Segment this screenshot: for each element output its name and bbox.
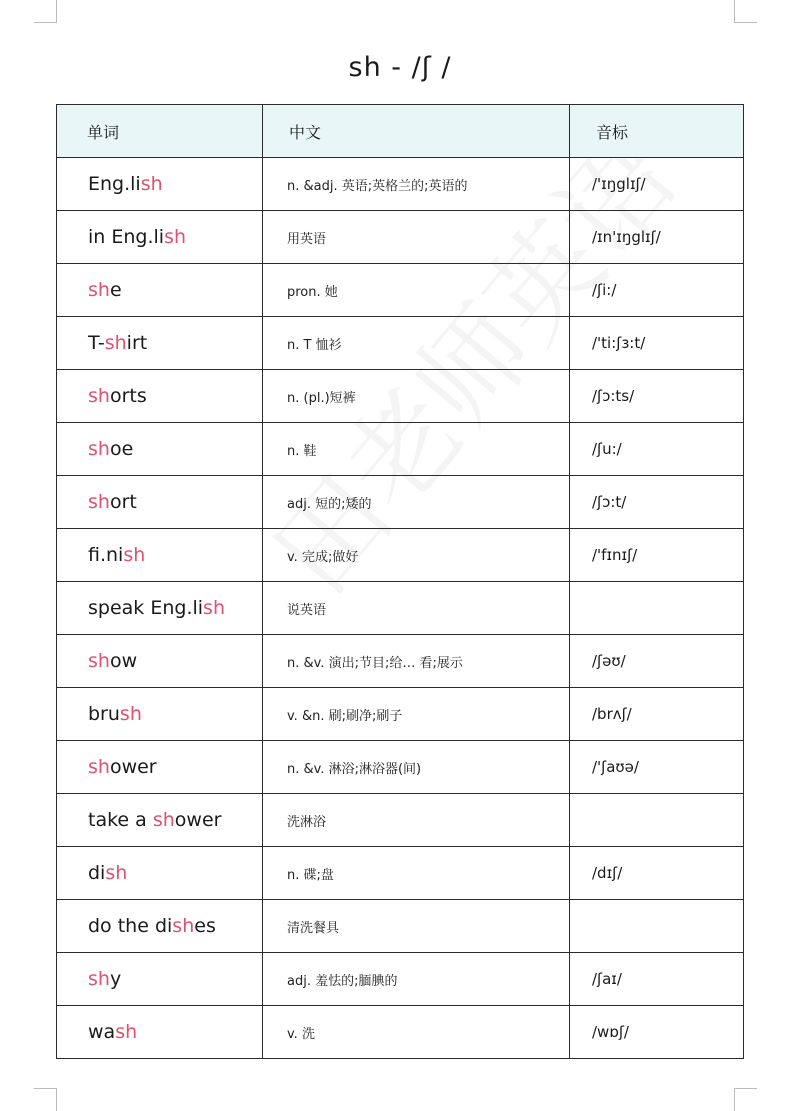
chinese-cell: adj. 短的;矮的 bbox=[263, 476, 570, 529]
chinese-cell: n. &adj. 英语;英格兰的;英语的 bbox=[263, 158, 570, 211]
word-cell bbox=[57, 741, 263, 794]
phonetic-cell: /ʃi:/ bbox=[570, 264, 744, 317]
word-cell bbox=[57, 476, 263, 529]
phonetic-cell bbox=[570, 900, 744, 953]
phonetic-cell: /'ʃaʊə/ bbox=[570, 741, 744, 794]
word-segment: bru bbox=[88, 703, 120, 725]
header-word: 单词 bbox=[57, 105, 263, 158]
phonetic-cell: /ʃəʊ/ bbox=[570, 635, 744, 688]
word-segment: ow bbox=[109, 650, 138, 672]
chinese-cell: 说英语 bbox=[263, 582, 570, 635]
word-highlight: sh bbox=[88, 756, 110, 778]
word-highlight: sh bbox=[203, 597, 225, 619]
table-row bbox=[57, 741, 744, 794]
table-row bbox=[57, 1006, 744, 1059]
word-cell bbox=[57, 529, 263, 582]
chinese-cell: v. 洗 bbox=[263, 1006, 570, 1059]
word-highlight: sh bbox=[88, 279, 110, 301]
table-row bbox=[57, 953, 744, 1006]
chinese-cell: n. (pl.)短裤 bbox=[263, 370, 570, 423]
word-segment: y bbox=[109, 968, 122, 990]
word-cell bbox=[57, 423, 263, 476]
phonetic-cell bbox=[570, 582, 744, 635]
word-highlight: sh bbox=[88, 491, 110, 513]
word-highlight: sh bbox=[88, 385, 110, 407]
word-highlight: sh bbox=[123, 544, 146, 566]
page-title: sh - /ʃ / bbox=[348, 52, 452, 83]
chinese-cell: adj. 羞怯的;腼腆的 bbox=[263, 953, 570, 1006]
crop-mark-top-right bbox=[734, 0, 757, 23]
word-segment: oe bbox=[109, 438, 134, 460]
phonetic-cell: /ʃaɪ/ bbox=[570, 953, 744, 1006]
word-segment: T- bbox=[88, 332, 105, 354]
word-highlight: sh bbox=[140, 173, 163, 195]
header-phonetic: 音标 bbox=[570, 105, 744, 158]
word-segment: take a bbox=[88, 809, 153, 831]
word-segment: es bbox=[194, 915, 216, 937]
word-segment: speak Eng.li bbox=[88, 597, 204, 619]
word-segment: ower bbox=[109, 756, 157, 778]
table-header-row bbox=[57, 105, 744, 158]
chinese-cell: n. &v. 淋浴;淋浴器(间) bbox=[263, 741, 570, 794]
table-row bbox=[57, 635, 744, 688]
phonetic-cell: /ʃɔ:ts/ bbox=[570, 370, 744, 423]
chinese-cell: v. &n. 刷;刷净;刷子 bbox=[263, 688, 570, 741]
crop-mark-top-left bbox=[34, 0, 57, 23]
word-cell bbox=[57, 953, 263, 1006]
word-highlight: sh bbox=[172, 915, 195, 937]
word-highlight: sh bbox=[88, 438, 110, 460]
word-cell bbox=[57, 688, 263, 741]
phonetic-cell: /'ɪŋglɪʃ/ bbox=[570, 158, 744, 211]
word-highlight: sh bbox=[105, 862, 128, 884]
word-cell bbox=[57, 1006, 263, 1059]
word-cell bbox=[57, 370, 263, 423]
word-segment: ower bbox=[174, 809, 222, 831]
word-highlight: sh bbox=[104, 332, 127, 354]
table-row bbox=[57, 264, 744, 317]
word-cell bbox=[57, 900, 263, 953]
word-highlight: sh bbox=[152, 809, 175, 831]
word-highlight: sh bbox=[115, 1021, 138, 1043]
table-row bbox=[57, 158, 744, 211]
table-row bbox=[57, 582, 744, 635]
crop-mark-bottom-left bbox=[34, 1088, 57, 1111]
word-cell bbox=[57, 794, 263, 847]
chinese-cell: n. &v. 演出;节目;给… 看;展示 bbox=[263, 635, 570, 688]
word-cell bbox=[57, 264, 263, 317]
word-segment: in Eng.li bbox=[88, 226, 165, 248]
word-cell bbox=[57, 317, 263, 370]
phonetic-cell: /'fɪnɪʃ/ bbox=[570, 529, 744, 582]
word-highlight: sh bbox=[164, 226, 187, 248]
word-cell bbox=[57, 211, 263, 264]
table-row bbox=[57, 900, 744, 953]
word-segment: wa bbox=[88, 1021, 116, 1043]
chinese-cell: 用英语 bbox=[263, 211, 570, 264]
phonetic-cell: /brʌʃ/ bbox=[570, 688, 744, 741]
chinese-cell: 洗淋浴 bbox=[263, 794, 570, 847]
phonetic-cell: /ʃɔ:t/ bbox=[570, 476, 744, 529]
header-chinese: 中文 bbox=[263, 105, 570, 158]
word-highlight: sh bbox=[88, 968, 110, 990]
table-row bbox=[57, 211, 744, 264]
table-row bbox=[57, 688, 744, 741]
word-highlight: sh bbox=[88, 650, 110, 672]
crop-mark-bottom-right bbox=[734, 1088, 757, 1111]
chinese-cell: n. 鞋 bbox=[263, 423, 570, 476]
table-row bbox=[57, 423, 744, 476]
chinese-cell: pron. 她 bbox=[263, 264, 570, 317]
phonetic-cell: /ɪn'ɪŋglɪʃ/ bbox=[570, 211, 744, 264]
word-cell bbox=[57, 582, 263, 635]
phonetic-cell: /dɪʃ/ bbox=[570, 847, 744, 900]
table-row bbox=[57, 529, 744, 582]
word-segment: di bbox=[88, 862, 106, 884]
phonetic-cell: /wɒʃ/ bbox=[570, 1006, 744, 1059]
table-row bbox=[57, 476, 744, 529]
word-cell bbox=[57, 158, 263, 211]
word-cell bbox=[57, 635, 263, 688]
word-segment: do the di bbox=[88, 915, 173, 937]
word-segment: e bbox=[109, 279, 122, 301]
phonetic-cell: /ʃu:/ bbox=[570, 423, 744, 476]
chinese-cell: 清洗餐具 bbox=[263, 900, 570, 953]
word-cell bbox=[57, 847, 263, 900]
vocabulary-table bbox=[56, 104, 744, 1059]
word-highlight: sh bbox=[119, 703, 142, 725]
chinese-cell: v. 完成;做好 bbox=[263, 529, 570, 582]
table-row bbox=[57, 370, 744, 423]
table-row bbox=[57, 794, 744, 847]
phonetic-cell bbox=[570, 794, 744, 847]
table-row bbox=[57, 317, 744, 370]
chinese-cell: n. T 恤衫 bbox=[263, 317, 570, 370]
table-row bbox=[57, 847, 744, 900]
word-segment: orts bbox=[109, 385, 147, 407]
word-segment: fi.ni bbox=[88, 544, 124, 566]
word-segment: ort bbox=[109, 491, 137, 513]
word-segment: Eng.li bbox=[88, 173, 141, 195]
word-segment: irt bbox=[126, 332, 148, 354]
chinese-cell: n. 碟;盘 bbox=[263, 847, 570, 900]
phonetic-cell: /'ti:ʃɜ:t/ bbox=[570, 317, 744, 370]
